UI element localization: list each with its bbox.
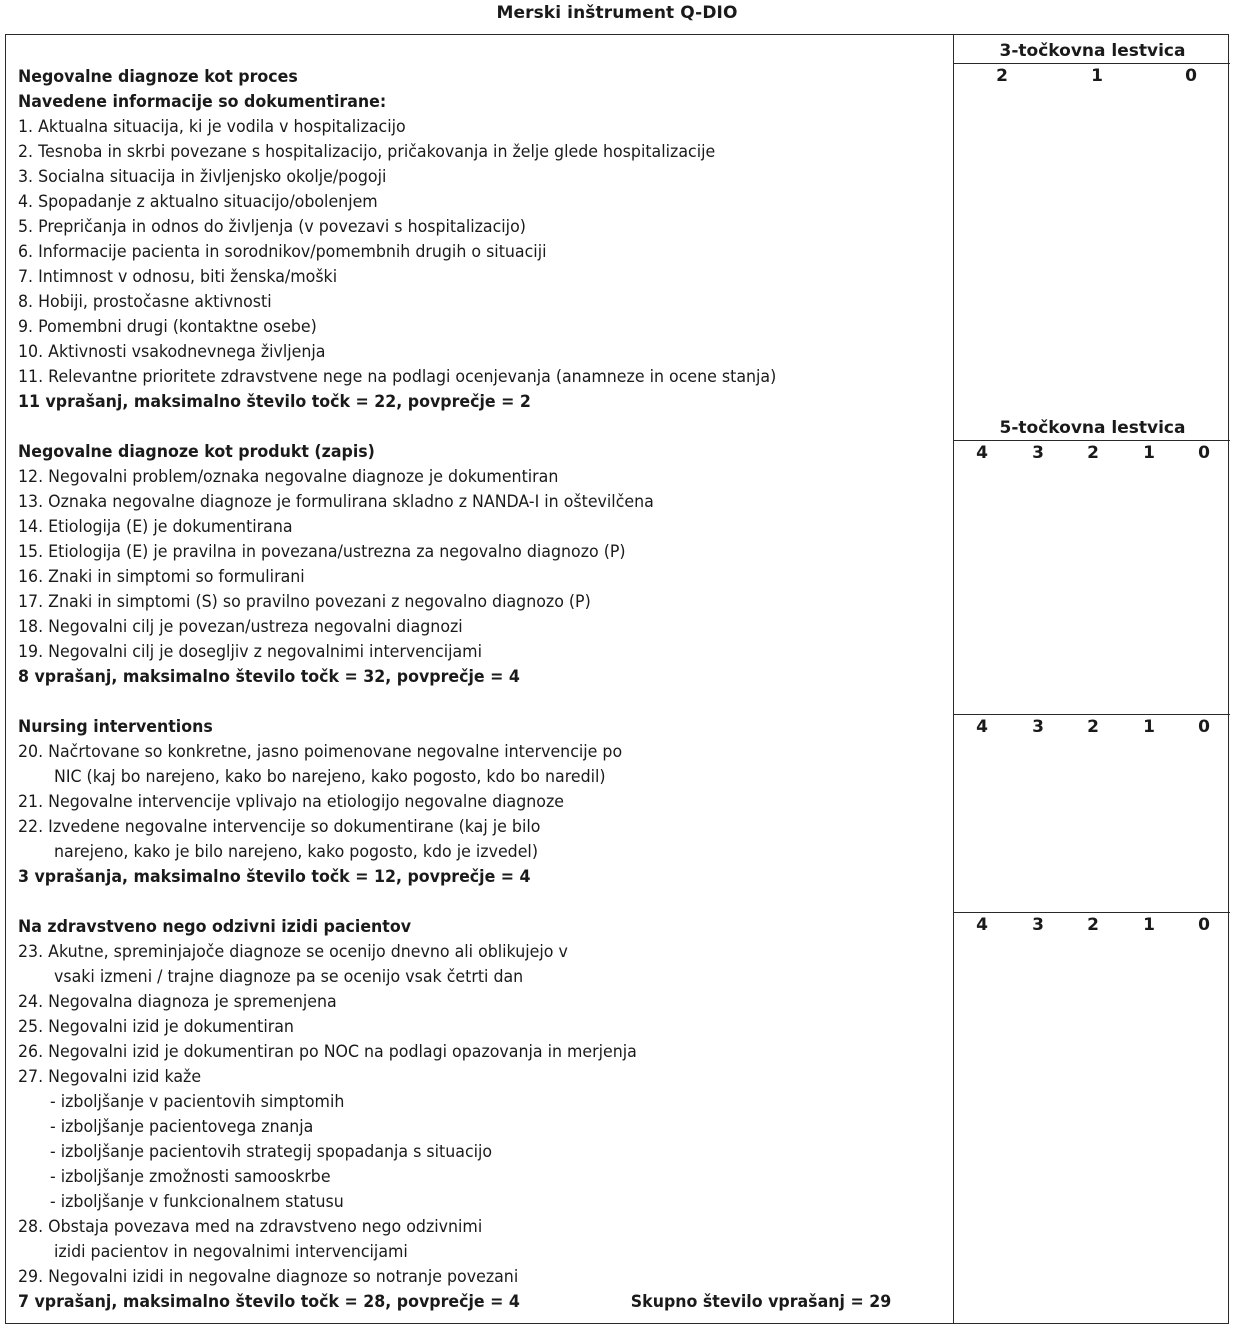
- section-heading: Nursing interventions: [18, 717, 213, 737]
- score-label: 3: [1032, 717, 1044, 737]
- scale-title-3-point: 3-točkovna lestvica: [999, 41, 1186, 61]
- score-label: 1: [1143, 717, 1155, 737]
- scale-header-rule-2: [953, 440, 1230, 441]
- list-item: 19. Negovalni cilj je dosegljiv z negovalnimi intervencijami: [18, 642, 482, 662]
- list-item: 3. Socialna situacija in življenjsko okolje/pogoji: [18, 167, 387, 187]
- list-item: 22. Izvedene negovalne intervencije so dokumentirane (kaj je bilo: [18, 817, 541, 837]
- list-item: 7. Intimnost v odnosu, biti ženska/moški: [18, 267, 338, 287]
- section-heading: Na zdravstveno nego odzivni izidi pacientov: [18, 917, 412, 937]
- section-subheading: Navedene informacije so dokumentirane:: [18, 92, 387, 112]
- list-item: 16. Znaki in simptomi so formulirani: [18, 567, 305, 587]
- list-item: 4. Spopadanje z aktualno situacijo/obolenjem: [18, 192, 378, 212]
- list-subitem: - izboljšanje v pacientovih simptomih: [50, 1092, 345, 1112]
- list-item: 11. Relevantne prioritete zdravstvene nege na podlagi ocenjevanja (anamneze in ocene stanja): [18, 367, 777, 387]
- total-questions: Skupno število vprašanj = 29: [630, 1292, 892, 1312]
- score-label: 4: [976, 443, 988, 463]
- list-item: 24. Negovalna diagnoza je spremenjena: [18, 992, 337, 1012]
- score-label: 3: [1032, 915, 1044, 935]
- section-summary: 3 vprašanja, maksimalno število točk = 12, povprečje = 4: [18, 867, 531, 887]
- list-item: 9. Pomembni drugi (kontaktne osebe): [18, 317, 317, 337]
- column-divider: [953, 34, 954, 1324]
- list-item: 20. Načrtovane so konkretne, jasno poimenovane negovalne intervencije po: [18, 742, 623, 762]
- list-item: 12. Negovalni problem/oznaka negovalne diagnoze je dokumentiran: [18, 467, 559, 487]
- score-label: 0: [1185, 66, 1197, 86]
- list-item: 29. Negovalni izidi in negovalne diagnoze so notranje povezani: [18, 1267, 519, 1287]
- list-item-continuation: izidi pacientov in negovalnimi intervencijami: [54, 1242, 408, 1262]
- list-item: 14. Etiologija (E) je dokumentirana: [18, 517, 293, 537]
- list-item: 15. Etiologija (E) je pravilna in povezana/ustrezna za negovalno diagnozo (P): [18, 542, 626, 562]
- score-label: 4: [976, 915, 988, 935]
- scale-header-rule-1: [953, 63, 1230, 64]
- score-label: 4: [976, 717, 988, 737]
- list-item: 6. Informacije pacienta in sorodnikov/pomembnih drugih o situaciji: [18, 242, 547, 262]
- list-item: 5. Prepričanja in odnos do življenja (v povezavi s hospitalizacijo): [18, 217, 526, 237]
- list-item: 26. Negovalni izid je dokumentiran po NOC na podlagi opazovanja in merjenja: [18, 1042, 637, 1062]
- list-item-continuation: NIC (kaj bo narejeno, kako bo narejeno, kako pogosto, kdo bo naredil): [54, 767, 606, 787]
- list-item: 23. Akutne, spreminjajoče diagnoze se ocenijo dnevno ali oblikujejo v: [18, 942, 568, 962]
- section-heading: Negovalne diagnoze kot produkt (zapis): [18, 442, 375, 462]
- list-subitem: - izboljšanje pacientovega znanja: [50, 1117, 314, 1137]
- list-item-continuation: vsaki izmeni / trajne diagnoze pa se ocenijo vsak četrti dan: [54, 967, 524, 987]
- list-subitem: - izboljšanje v funkcionalnem statusu: [50, 1192, 344, 1212]
- score-label: 1: [1143, 915, 1155, 935]
- score-label: 2: [996, 66, 1008, 86]
- list-item: 2. Tesnoba in skrbi povezane s hospitalizacijo, pričakovanja in želje glede hospitalizacije: [18, 142, 716, 162]
- list-item: 18. Negovalni cilj je povezan/ustreza negovalni diagnozi: [18, 617, 463, 637]
- list-item: 17. Znaki in simptomi (S) so pravilno povezani z negovalno diagnozo (P): [18, 592, 591, 612]
- section-summary: 7 vprašanj, maksimalno število točk = 28, povprečje = 4: [18, 1292, 520, 1312]
- scale-title-5-point: 5-točkovna lestvica: [999, 418, 1186, 438]
- list-item: 27. Negovalni izid kaže: [18, 1067, 202, 1087]
- score-label: 0: [1198, 717, 1210, 737]
- scale-header-rule-4: [953, 912, 1230, 913]
- score-label: 0: [1198, 443, 1210, 463]
- list-item: 25. Negovalni izid je dokumentiran: [18, 1017, 294, 1037]
- score-label: 1: [1143, 443, 1155, 463]
- list-item-continuation: narejeno, kako je bilo narejeno, kako pogosto, kdo je izvedel): [54, 842, 538, 862]
- score-label: 2: [1087, 443, 1099, 463]
- list-item: 10. Aktivnosti vsakodnevnega življenja: [18, 342, 326, 362]
- list-item: 8. Hobiji, prostočasne aktivnosti: [18, 292, 272, 312]
- document-title: Merski inštrument Q-DIO: [496, 3, 738, 23]
- list-item: 28. Obstaja povezava med na zdravstveno nego odzivnimi: [18, 1217, 483, 1237]
- score-label: 2: [1087, 717, 1099, 737]
- scale-header-rule-3: [953, 714, 1230, 715]
- score-label: 1: [1091, 66, 1103, 86]
- list-item: 13. Oznaka negovalne diagnoze je formulirana skladno z NANDA-I in oštevilčena: [18, 492, 654, 512]
- list-item: 1. Aktualna situacija, ki je vodila v hospitalizacijo: [18, 117, 406, 137]
- list-subitem: - izboljšanje pacientovih strategij spopadanja s situacijo: [50, 1142, 493, 1162]
- section-summary: 8 vprašanj, maksimalno število točk = 32, povprečje = 4: [18, 667, 520, 687]
- list-item: 21. Negovalne intervencije vplivajo na etiologijo negovalne diagnoze: [18, 792, 564, 812]
- score-label: 0: [1198, 915, 1210, 935]
- section-heading: Negovalne diagnoze kot proces: [18, 67, 298, 87]
- score-label: 2: [1087, 915, 1099, 935]
- list-subitem: - izboljšanje zmožnosti samooskrbe: [50, 1167, 331, 1187]
- score-label: 3: [1032, 443, 1044, 463]
- section-summary: 11 vprašanj, maksimalno število točk = 22, povprečje = 2: [18, 392, 531, 412]
